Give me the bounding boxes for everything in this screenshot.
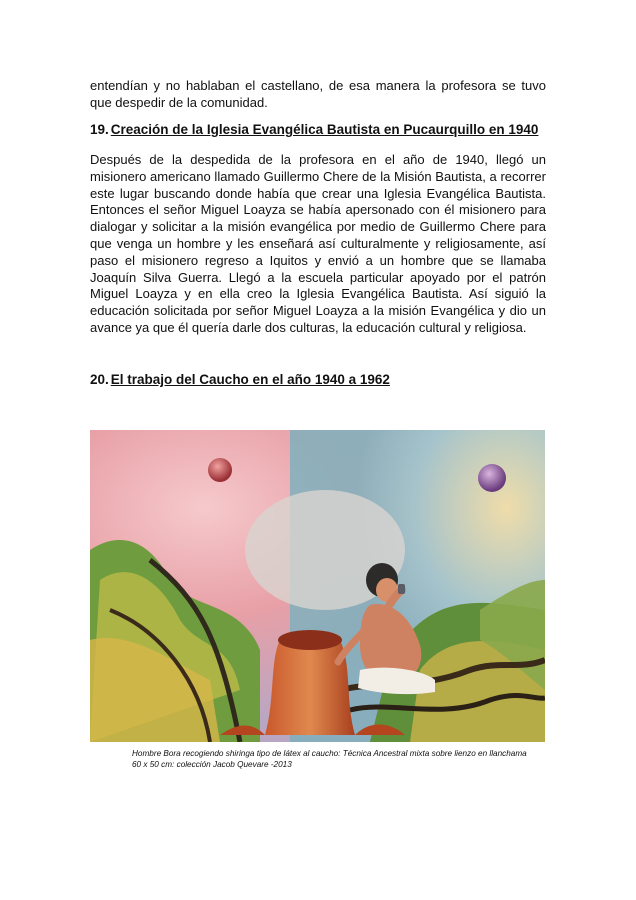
section-20-heading [90, 372, 390, 387]
painting-image [90, 430, 545, 742]
section-19-paragraph: Después de la despedida de la profesora en el año de 1940, llegó un misionero americano llamado Guillermo Chere de la Misión Bautista, a recorrer este lugar buscando donde había que crear una Iglesia Evangélica Bautista. Entonces el señor Miguel Loayza se había apersonado con él misionero para dialogar y solicitar a la misión evangélica por medio de Guillermo Chere para que venga un hombre y les enseñará así culturalmente y religiosamente, así paso el misionero regreso a Iquitos y envió a un hombre que se llamaba Joaquín Silva Guerra. Llegó a la escuela particular apoyado por el patrón Miguel Loayza y en ella creo la Iglesia Evangélica Bautista. Así siguió la educación solicitada por señor Miguel Loayza a la misión Evangélica y dio un avance ya que él quería darle dos culturas, la educación cultural y religiosa. [90, 152, 546, 335]
section-19-title: Creación de la Iglesia Evangélica Bautista en Pucaurquillo en 1940 [110, 122, 539, 137]
intro-paragraph: entendían y no hablaban el castellano, de esa manera la profesora se tuvo que despedir de la comunidad. [90, 78, 546, 110]
section-20-number: 20. [90, 372, 109, 387]
figure-caption: Hombre Bora recogiendo shiringa tipo de látex al caucho: Técnica Ancestral mixta sobre lienzo en llanchama 60 x 50 cm: colección Jacob Quevare -2013 [132, 749, 527, 769]
section-20-title: El trabajo del Caucho en el año 1940 a 1962 [110, 372, 390, 387]
section-19-number: 19. [90, 122, 109, 137]
section-19-heading [90, 122, 538, 137]
